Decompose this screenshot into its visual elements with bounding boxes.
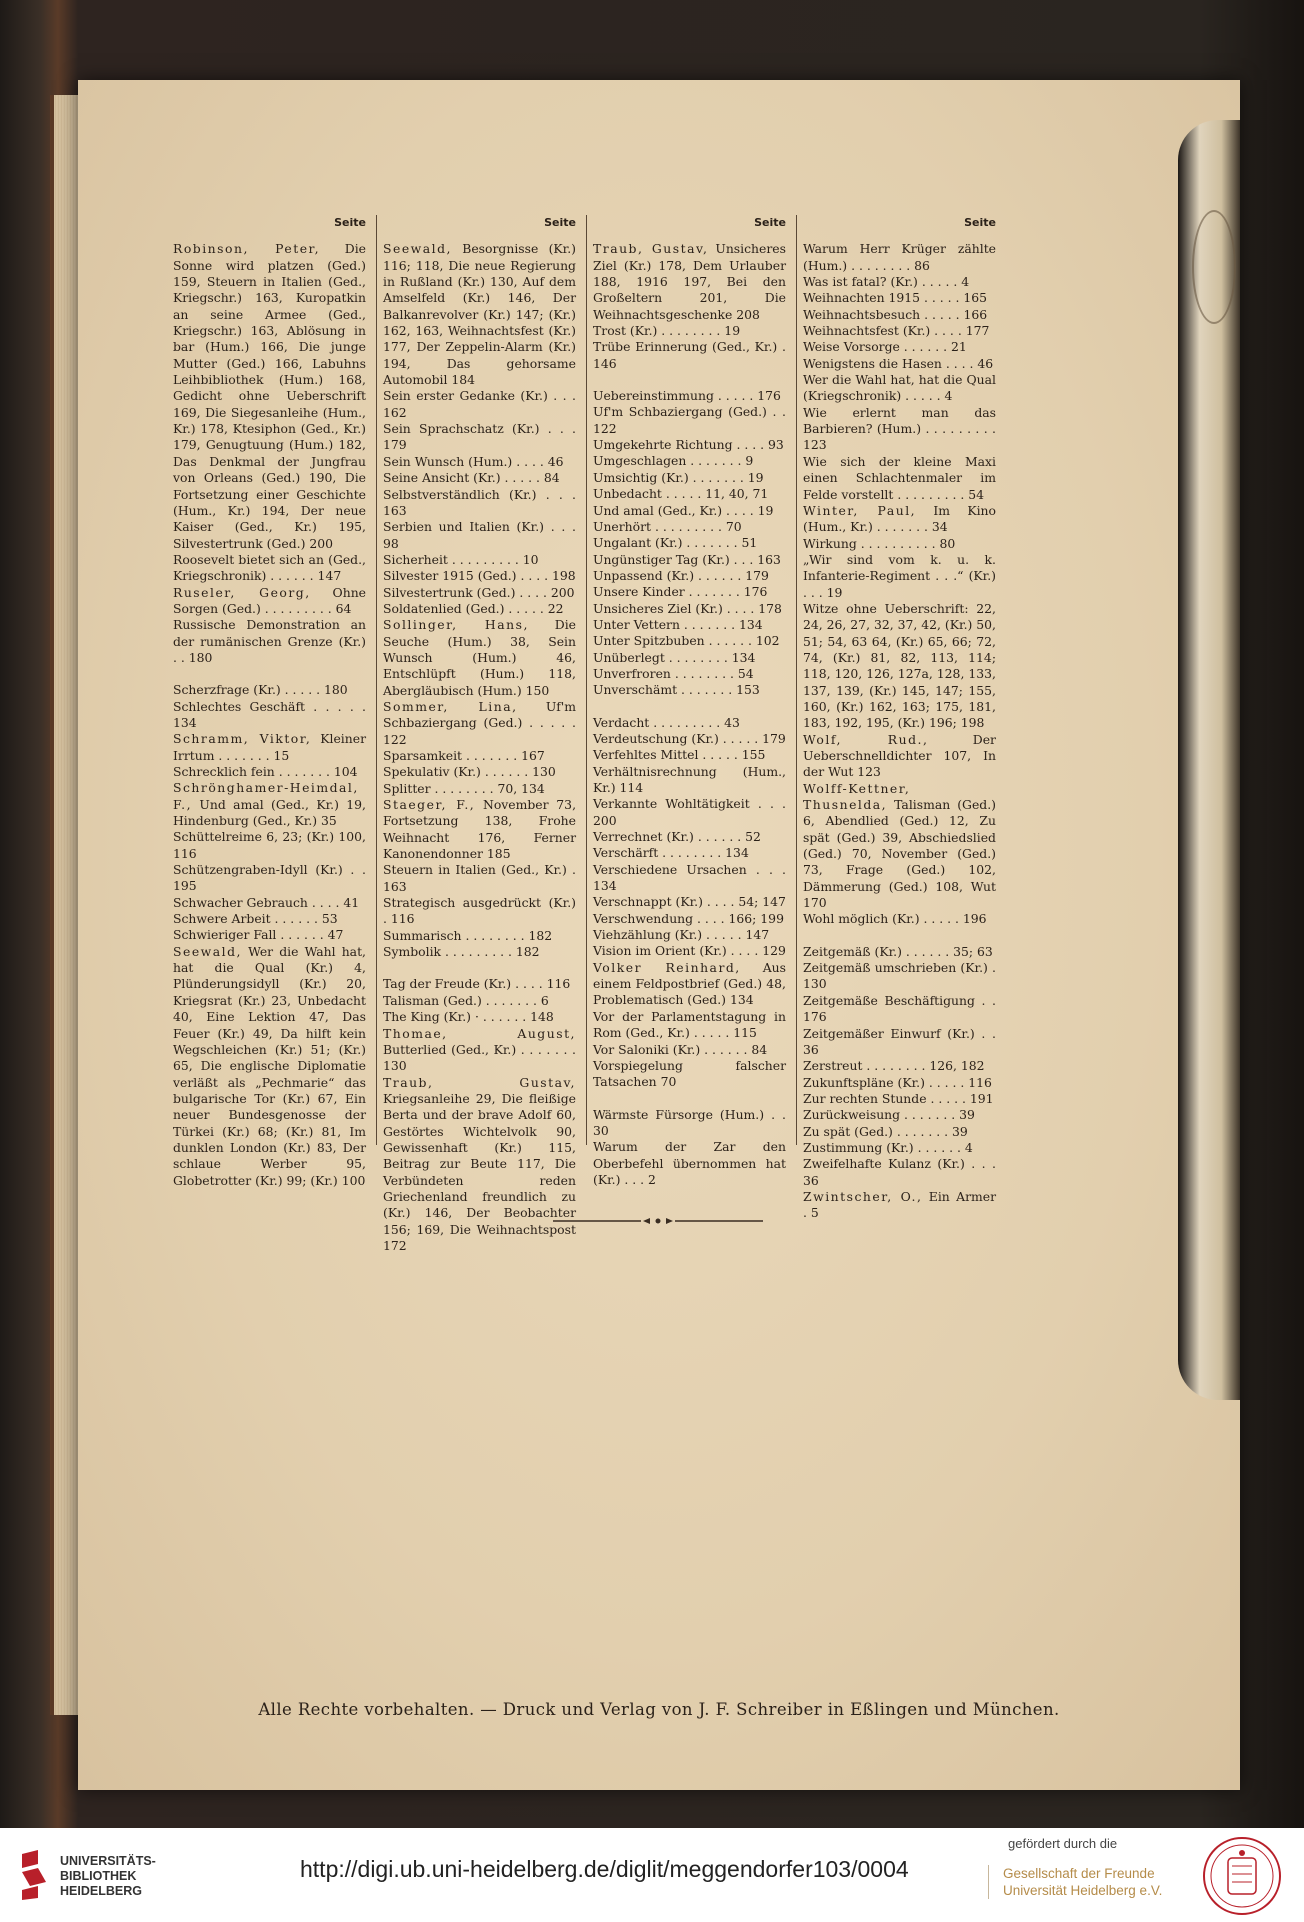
letter-group-gap	[803, 928, 996, 944]
index-entry	[803, 1075, 996, 1091]
index-entry	[593, 715, 786, 731]
entry-text: Serbien und Italien (Kr.) . . . 98	[383, 519, 576, 551]
entry-author: Thomae, August,	[383, 1025, 576, 1041]
index-entry	[803, 944, 996, 960]
entry-text: Wer die Wahl hat, hat die Qual (Kr.) 4, Plünderungsidyll (Kr.) 20, Kriegsrat (Kr.) 23, Unbedacht 40, Eine Lektion 47, Das Feuer (Kr.) 49, Da hilft kein Wegschleichen (Kr.) 51; (Kr.) 65, Die englische Diplomatie verläßt als „Pechmarie“ das bulgarische Tor (Kr.) 67, Ein neuer Bundesgenosse der Türkei (Kr.) 68; (Kr.) 81, Im dunklen London (Kr.) 83, Der schlaue Werber 95, Globetrotter (Kr.) 99; (Kr.) 100	[173, 943, 366, 1188]
letter-group-gap	[593, 1091, 786, 1107]
index-entry	[383, 454, 576, 470]
index-entry	[383, 470, 576, 486]
index-entry	[593, 404, 786, 437]
entry-text: Verschärft . . . . . . . . 134	[593, 845, 749, 861]
entry-text: Symbolik . . . . . . . . . 182	[383, 944, 540, 960]
entry-author: Traub, Gustav,	[593, 241, 709, 257]
entry-author: Sommer, Lina,	[383, 698, 518, 714]
entry-text: Schlechtes Geschäft . . . . . 134	[173, 698, 366, 730]
index-entry	[383, 928, 576, 944]
entry-text: Wenigstens die Hasen . . . . 46	[803, 355, 994, 371]
ornament-divider-icon	[553, 1217, 763, 1225]
index-entry	[593, 1009, 786, 1042]
entry-text: The King (Kr.) · . . . . . . 148	[383, 1009, 554, 1025]
entry-text: Verrechnet (Kr.) . . . . . . 52	[593, 829, 761, 845]
entry-text: Verdacht . . . . . . . . . 43	[593, 714, 740, 730]
index-entry	[383, 944, 576, 960]
column-divider	[796, 215, 797, 1145]
column-header: Seite	[964, 216, 996, 229]
entry-text: Summarisch . . . . . . . . 182	[383, 927, 553, 943]
stamp-seal-icon	[1192, 210, 1236, 324]
sponsor-line: Universität Heidelberg e.V.	[1003, 1883, 1163, 1898]
index-entry	[593, 323, 786, 339]
index-entry	[803, 307, 996, 323]
entry-author: Traub, Gustav,	[383, 1074, 576, 1090]
index-entry	[173, 731, 366, 764]
column-divider	[376, 215, 377, 1145]
index-entry	[383, 895, 576, 928]
logo-line: BIBLIOTHEK	[60, 1869, 137, 1883]
entry-author: Schramm, Viktor,	[173, 731, 312, 747]
index-entry	[383, 241, 576, 388]
entry-text: Witze ohne Ueberschrift: 22, 24, 26, 27, 32, 37, 42, (Kr.) 50, 51; 54, 63 64, (Kr.) 65, 66; 72, 74, (Kr.) 81, 82, 113, 114; 118, 120, 126, 127a, 128, 133, 137, 139, (Kr.) 145, 147; 155, 160, (Kr.) 162, 163; 175, 181, 183, 192, 195, (Kr.) 196; 198	[803, 600, 996, 731]
letter-group-gap	[383, 960, 576, 976]
index-entry	[803, 372, 996, 405]
index-entry	[383, 748, 576, 764]
entry-text: Unsicheres Ziel (Kr.) 178, Dem Urlauber 188, 1916 197, Bei den Großeltern 201, Die Weihnachtsgeschenke 208	[593, 241, 786, 322]
index-entry	[593, 682, 786, 698]
column-header: Seite	[334, 216, 366, 229]
index-entry	[173, 780, 366, 829]
entry-text: Zukunftspläne (Kr.) . . . . . 116	[803, 1074, 992, 1090]
entry-text: Sein Wunsch (Hum.) . . . . 46	[383, 453, 564, 469]
index-entry	[593, 633, 786, 649]
entry-text: Unerhört . . . . . . . . . 70	[593, 518, 742, 534]
index-entry	[593, 927, 786, 943]
entry-text: Besorgnisse (Kr.) 116; 118, Die neue Regierung in Rußland (Kr.) 130, Auf dem Amselfeld (Kr.) 146, Der Balkanrevolver (Kr.) 147; (Kr.) 162, 163, Weihnachtsfest (Kr.) 177, Der Zeppelin-Alarm (Kr.) 194, Das gehorsame Automobil 184	[383, 241, 576, 388]
index-entry	[593, 486, 786, 502]
letter-group-gap	[593, 699, 786, 715]
entry-text: Sein Sprachschatz (Kr.) . . . 179	[383, 421, 576, 453]
sponsor-line: Gesellschaft der Freunde	[1003, 1866, 1155, 1881]
index-entry	[383, 1009, 576, 1025]
index-entry	[593, 731, 786, 747]
index-entry	[383, 585, 576, 601]
entry-text: Umgeschlagen . . . . . . . 9	[593, 453, 754, 469]
entry-text: Butterlied (Ged., Kr.) . . . . . . . 130	[383, 1041, 576, 1074]
index-entry	[803, 1124, 996, 1140]
entry-text: Wer die Wahl hat, hat die Qual (Kriegschronik) . . . . . 4	[803, 372, 996, 404]
entry-text: Vor Saloniki (Kr.) . . . . . . 84	[593, 1041, 768, 1057]
entry-text: Silvestertrunk (Ged.) . . . . 200	[383, 584, 575, 600]
index-entry	[593, 764, 786, 797]
entry-text: Weihnachtsbesuch . . . . . 166	[803, 306, 988, 322]
entry-text: Ohne Sorgen (Ged.) . . . . . . . . . 64	[173, 584, 367, 616]
index-entry	[383, 388, 576, 421]
index-entry	[803, 1026, 996, 1059]
sponsor-name	[988, 1865, 1200, 1899]
index-entry	[803, 781, 996, 912]
index-entry	[593, 241, 786, 323]
entry-text: Kriegsanleihe 29, Die fleißige Berta und der brave Adolf 60, Gestörtes Wichtelvolk 90, Gewissenhaft (Kr.) 115, Beitrag zur Beute 117, Die Verbündeten reden Griechenland freundlich zu (Kr.) 146, Der Beobachter 156; 169, Die Weihnachtspost 172	[383, 1090, 576, 1253]
index-entry	[593, 829, 786, 845]
index-entry	[593, 388, 786, 404]
index-entry	[593, 584, 786, 600]
index-entry	[593, 339, 786, 372]
entry-author: Sollinger, Hans,	[383, 617, 529, 633]
entry-text: Umgekehrte Richtung . . . . 93	[593, 437, 784, 453]
index-entry	[593, 519, 786, 535]
index-entry	[593, 617, 786, 633]
entry-text: Uebereinstimmung . . . . . 176	[593, 388, 781, 404]
entry-text: Ein Armer . 5	[803, 1188, 996, 1221]
entry-text: Unpassend (Kr.) . . . . . . 179	[593, 567, 769, 583]
entry-text: Vor der Parlamentstagung in Rom (Ged., Kr.) . . . . . 115	[593, 1008, 786, 1041]
index-entry	[383, 421, 576, 454]
entry-text: Ungünstiger Tag (Kr.) . . . 163	[593, 551, 781, 567]
index-entry	[173, 699, 366, 732]
entry-text: Unsere Kinder . . . . . . . 176	[593, 584, 768, 600]
index-entry	[383, 993, 576, 1009]
index-entries	[173, 241, 366, 1189]
entry-text: Unter Spitzbuben . . . . . . 102	[593, 633, 780, 649]
index-entry	[383, 1075, 576, 1255]
entry-text: Schwieriger Fall . . . . . . 47	[173, 927, 344, 943]
viewer-footer	[0, 1828, 1304, 1922]
entry-text: Verschnappt (Kr.) . . . . 54; 147	[593, 894, 786, 910]
entry-text: Die Seuche (Hum.) 38, Sein Wunsch (Hum.) 46, Entschlüpft (Hum.) 118, Abergläubisch (Hum.) 150	[383, 617, 576, 698]
index-entry	[173, 927, 366, 943]
index-entry	[173, 552, 366, 585]
entry-text: November 73, Fortsetzung 138, Frohe Weihnacht 176, Ferner Kanonendonner 185	[383, 797, 577, 862]
index-entry	[593, 796, 786, 829]
index-entry	[173, 911, 366, 927]
letter-group-gap	[173, 666, 366, 682]
index-entry	[173, 862, 366, 895]
index-entry	[173, 944, 366, 1189]
entry-text: Ungalant (Kr.) . . . . . . . 51	[593, 535, 758, 551]
entry-text: Zurückweisung . . . . . . . 39	[803, 1107, 975, 1123]
entry-text: Talisman (Ged.) . . . . . . . 6	[383, 992, 549, 1008]
entry-text: Verschiedene Ursachen . . . 134	[593, 861, 786, 894]
entry-text: Soldatenlied (Ged.) . . . . . 22	[383, 600, 564, 616]
index-entry	[803, 1156, 996, 1189]
index-entry	[593, 650, 786, 666]
index-entry	[803, 911, 996, 927]
ub-logo-text	[60, 1854, 156, 1899]
index-entry	[593, 535, 786, 551]
entry-text: Weise Vorsorge . . . . . . 21	[803, 339, 967, 355]
index-entry	[593, 1042, 786, 1058]
index-column-3	[593, 215, 786, 1188]
index-entry	[803, 1140, 996, 1156]
entry-author: Ruseler, Georg,	[173, 584, 311, 600]
entry-text: Roosevelt bietet sich an (Ged., Kriegschronik) . . . . . . 147	[173, 551, 366, 584]
entry-text: Im Kino (Hum., Kr.) . . . . . . . 34	[803, 502, 996, 535]
entry-text: Trübe Erinnerung (Ged., Kr.) . 146	[593, 339, 786, 371]
entry-text: Strategisch ausgedrückt (Kr.) . 116	[383, 895, 576, 927]
index-entry	[803, 405, 996, 454]
index-entry	[593, 894, 786, 910]
index-entry	[593, 1107, 786, 1140]
index-entry	[593, 503, 786, 519]
index-entry	[803, 732, 996, 781]
entry-text: Warum der Zar den Oberbefehl übernommen hat (Kr.) . . . 2	[593, 1139, 786, 1187]
entry-text: Uf'm Schbaziergang (Ged.) . . 122	[593, 404, 786, 436]
index-entry	[803, 993, 996, 1026]
entry-author: Seewald,	[383, 241, 452, 257]
entry-text: Zeitgemäß (Kr.) . . . . . . 35; 63	[803, 943, 993, 959]
entry-text: Die Sonne wird platzen (Ged.) 159, Steuern in Italien (Ged., Kriegschr.) 163, Kuropatkin an seine Armee (Ged., Kriegschr.) 163, Ablösung in bar (Hum.) 166, Die junge Mutter (Ged.) 166, Labuhns Leihbibliothek (Hum.) 168, Gedicht ohne Ueberschrift 169, Die Siegesanleihe (Hum., Kr.) 178, Ktesiphon (Ged., Kr.) 179, Genugtuung (Hum.) 182, Das Denkmal der Jungfrau von Orleans (Ged.) 190, Die Fortsetzung einer Geschichte (Hum., Kr.) 194, Der neue Kaiser (Ged., Kr.) 195, Silvestertrunk (Ged.) 200	[173, 241, 366, 551]
index-entry	[593, 845, 786, 861]
entry-text: Zur rechten Stunde . . . . . 191	[803, 1090, 994, 1106]
index-entry	[803, 241, 996, 274]
sponsor-caption: gefördert durch die	[1008, 1836, 1118, 1851]
entry-text: Splitter . . . . . . . . 70, 134	[383, 780, 545, 796]
entry-text: Schüttelreime 6, 23; (Kr.) 100, 116	[173, 829, 366, 861]
entry-text: Wie erlernt man das Barbieren? (Hum.) . . . . . . . . . 123	[803, 404, 996, 453]
index-entry	[593, 437, 786, 453]
entry-text: Der Ueberschnelldichter 107, In der Wut 123	[803, 731, 996, 780]
index-entry	[383, 487, 576, 520]
entry-text: Sein erster Gedanke (Kr.) . . . 162	[383, 388, 576, 420]
entry-author: Robinson, Peter,	[173, 241, 321, 257]
entry-text: Wie sich der kleine Maxi einen Schlachtenmaler im Felde vorstellt . . . . . . . . . 54	[803, 453, 996, 502]
entry-text: Umsichtig (Kr.) . . . . . . . 19	[593, 469, 764, 485]
index-entry	[803, 1058, 996, 1074]
entry-text: Verschwendung . . . . 166; 199	[593, 910, 784, 926]
entry-text: Unter Vettern . . . . . . . 134	[593, 616, 763, 632]
entry-text: Steuern in Italien (Ged., Kr.) . 163	[383, 862, 576, 894]
entry-text: Seine Ansicht (Kr.) . . . . . 84	[383, 470, 560, 486]
index-entry	[383, 862, 576, 895]
next-page-curl	[1178, 120, 1240, 1400]
index-entry	[803, 601, 996, 732]
index-entry	[803, 1091, 996, 1107]
entry-author: Schrönghamer-Heimdal, F.,	[173, 780, 359, 812]
sponsor-block[interactable]	[970, 1836, 1200, 1899]
entry-text: Zweifelhafte Kulanz (Kr.) . . . 36	[803, 1156, 996, 1188]
entry-text: Weihnachtsfest (Kr.) . . . . 177	[803, 323, 990, 339]
index-entries	[383, 241, 576, 1254]
index-entry	[803, 536, 996, 552]
entry-text: Zu spät (Ged.) . . . . . . . 39	[803, 1123, 968, 1139]
letter-group-gap	[593, 372, 786, 388]
ub-logo[interactable]	[18, 1844, 158, 1908]
entry-text: Schwacher Gebrauch . . . . 41	[173, 894, 360, 910]
index-entry	[803, 274, 996, 290]
entry-text: Unsicheres Ziel (Kr.) . . . . 178	[593, 600, 782, 616]
book-page	[78, 80, 1240, 1790]
index-entries	[593, 241, 786, 1188]
entry-author: Seewald,	[173, 943, 242, 959]
entry-text: Unverschämt . . . . . . . 153	[593, 682, 760, 698]
entry-text: Unüberlegt . . . . . . . . 134	[593, 649, 756, 665]
index-entry	[383, 797, 576, 862]
entry-text: Wärmste Fürsorge (Hum.) . . 30	[593, 1106, 786, 1138]
entry-author: Zwintscher, O.,	[803, 1188, 923, 1204]
entry-text: Verhältnisrechnung (Hum., Kr.) 114	[593, 763, 786, 795]
entry-text: Zeitgemäßer Einwurf (Kr.) . . 36	[803, 1025, 996, 1057]
entry-text: Selbstverständlich (Kr.) . . . 163	[383, 486, 576, 518]
entry-text: Verkannte Wohltätigkeit . . . 200	[593, 796, 786, 828]
entry-text: Tag der Freude (Kr.) . . . . 116	[383, 976, 571, 992]
entry-text: Wohl möglich (Kr.) . . . . . 196	[803, 911, 987, 927]
entry-text: Scherzfrage (Kr.) . . . . . 180	[173, 682, 348, 698]
index-column-1	[173, 215, 366, 1189]
index-entries	[803, 241, 996, 1221]
column-divider	[586, 215, 587, 1145]
index-entry	[173, 585, 366, 618]
index-entry	[593, 862, 786, 895]
university-seal-icon	[1202, 1836, 1282, 1916]
index-entry	[803, 356, 996, 372]
entry-author: Winter, Paul,	[803, 502, 917, 518]
logo-line: HEIDELBERG	[60, 1884, 142, 1898]
entry-text: Vorspiegelung falscher Tatsachen 70	[593, 1057, 786, 1090]
index-entry	[803, 1189, 996, 1222]
entry-text: Viehzählung (Kr.) . . . . . 147	[593, 927, 770, 943]
index-entry	[593, 470, 786, 486]
logo-line: UNIVERSITÄTS-	[60, 1854, 156, 1868]
index-entry	[593, 601, 786, 617]
index-entry	[383, 1026, 576, 1075]
entry-text: „Wir sind vom k. u. k. Infanterie-Regiment . . .“ (Kr.) . . . 19	[803, 551, 996, 600]
index-entry	[593, 943, 786, 959]
index-entry	[173, 617, 366, 666]
index-entry	[593, 911, 786, 927]
index-entry	[173, 682, 366, 698]
entry-text: Schützengraben-Idyll (Kr.) . . 195	[173, 862, 366, 894]
index-entry	[803, 454, 996, 503]
entry-text: Warum Herr Krüger zählte (Hum.) . . . . . . . . 86	[803, 241, 996, 273]
entry-text: Sparsamkeit . . . . . . . 167	[383, 748, 545, 763]
entry-author: Wolf, Rud.,	[803, 731, 929, 747]
entry-text: Uf'm Schbaziergang (Ged.) . . . . . 122	[383, 698, 576, 747]
entry-text: Russische Demonstration an der rumänischen Grenze (Kr.) . . 180	[173, 617, 366, 665]
index-entry	[383, 568, 576, 584]
entry-text: Verfehltes Mittel . . . . . 155	[593, 747, 766, 763]
index-entry	[593, 568, 786, 584]
entry-text: Aus einem Feldpostbrief (Ged.) 48, Problematisch (Ged.) 134	[593, 959, 786, 1008]
entry-text: Spekulativ (Kr.) . . . . . . 130	[383, 764, 556, 780]
index-entry	[383, 976, 576, 992]
entry-text: Kleiner Irrtum . . . . . . . 15	[173, 731, 366, 763]
index-column-4	[803, 215, 996, 1222]
index-entry	[593, 960, 786, 1009]
entry-text: Trost (Kr.) . . . . . . . . 19	[593, 323, 741, 339]
index-entry	[593, 1058, 786, 1091]
entry-text: Zeitgemäße Beschäftigung . . 176	[803, 992, 996, 1025]
entry-text: Verdeutschung (Kr.) . . . . . 179	[593, 730, 786, 746]
column-header: Seite	[544, 216, 576, 229]
entry-text: Wirkung . . . . . . . . . . 80	[803, 535, 956, 551]
entry-author: Volker Reinhard,	[593, 959, 741, 975]
index-entry	[383, 617, 576, 699]
entry-text: Zerstreut . . . . . . . . 126, 182	[803, 1058, 985, 1074]
index-entry	[593, 453, 786, 469]
index-entry	[803, 323, 996, 339]
index-entry	[593, 1139, 786, 1188]
index-entry	[383, 552, 576, 568]
entry-text: Zustimmung (Kr.) . . . . . . 4	[803, 1139, 973, 1155]
entry-text: Unbedacht . . . . . 11, 40, 71	[593, 486, 769, 502]
index-entry	[173, 829, 366, 862]
entry-text: Schwere Arbeit . . . . . . 53	[173, 911, 338, 927]
entry-text: Und amal (Ged., Kr.) . . . . 19	[593, 502, 774, 518]
index-entry	[173, 241, 366, 552]
column-header: Seite	[754, 216, 786, 229]
index-entry	[383, 764, 576, 780]
entry-text: Vision im Orient (Kr.) . . . . 129	[593, 943, 786, 959]
index-entry	[803, 290, 996, 306]
index-entry	[803, 339, 996, 355]
index-entry	[383, 699, 576, 748]
permalink-url[interactable]: http://digi.ub.uni-heidelberg.de/diglit/meggendorfer103/0004	[300, 1856, 909, 1882]
entry-text: Unverfroren . . . . . . . . 54	[593, 665, 754, 681]
index-entry	[803, 1107, 996, 1123]
entry-text: Silvester 1915 (Ged.) . . . . 198	[383, 568, 576, 584]
index-entry	[383, 601, 576, 617]
entry-text: Was ist fatal? (Kr.) . . . . . 4	[803, 274, 970, 290]
entry-text: Weihnachten 1915 . . . . . 165	[803, 290, 988, 306]
index-entry	[593, 552, 786, 568]
index-column-2	[383, 215, 576, 1254]
entry-text: Sicherheit . . . . . . . . . 10	[383, 551, 539, 567]
index-entry	[803, 552, 996, 601]
entry-text: Talisman (Ged.) 6, Abendlied (Ged.) 12, Zu spät (Ged.) 39, Abschiedslied (Ged.) 70, November (Ged.) 73, Frage (Ged.) 102, Dämmerung (Ged.) 108, Wut 170	[803, 797, 996, 911]
entry-author: Staeger, F.,	[383, 797, 476, 813]
ub-heidelberg-logo-icon	[18, 1848, 50, 1900]
index-entry	[593, 666, 786, 682]
index-entry	[173, 895, 366, 911]
index-entry	[803, 960, 996, 993]
entry-author: Wolff-Kettner, Thusnelda,	[803, 780, 911, 813]
index-entry	[593, 747, 786, 763]
entry-text: Schrecklich fein . . . . . . . 104	[173, 764, 358, 779]
entry-text: Zeitgemäß umschrieben (Kr.) . 130	[803, 960, 996, 992]
imprint-line: Alle Rechte vorbehalten. — Druck und Verlag von J. F. Schreiber in Eßlingen und München.	[258, 1700, 1060, 1719]
index-entry	[173, 764, 366, 780]
entry-text: Und amal (Ged., Kr.) 19, Hindenburg (Ged., Kr.) 35	[173, 796, 366, 829]
index-entry	[803, 503, 996, 536]
index-entry	[383, 519, 576, 552]
index-entry	[383, 781, 576, 797]
